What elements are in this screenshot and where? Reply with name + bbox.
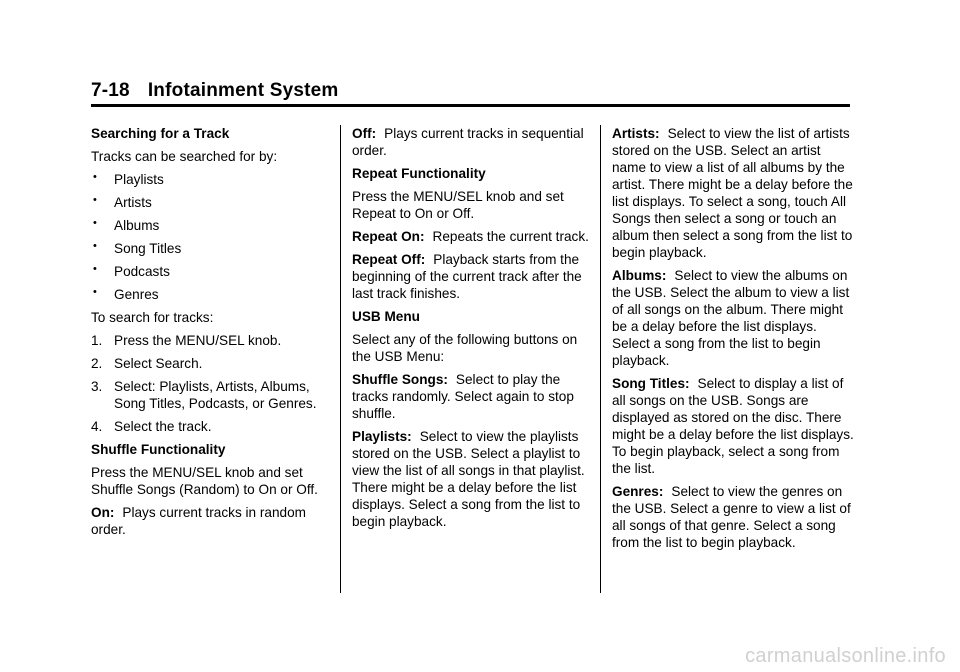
step-number: 1. (91, 333, 103, 348)
off-text: Plays current tracks in sequential order. (352, 126, 584, 158)
step-number: 3. (91, 379, 103, 394)
playlists-paragraph (352, 428, 592, 530)
off-paragraph (352, 125, 592, 159)
search-heading: Searching for a Track (91, 126, 230, 141)
playlists-text: Select to view the playlists stored on the USB. Select a playlist to view the list of all songs in that playlist. There might be a delay before the list displays. Select a song from the list to begin playback. (352, 429, 585, 529)
albums-paragraph (612, 267, 857, 369)
search-bullet-item (91, 194, 331, 211)
repeat-on-term: Repeat On: (352, 229, 425, 244)
repeat-on-paragraph (352, 228, 592, 245)
search-step (91, 355, 331, 372)
shuffle-heading: Shuffle Functionality (91, 442, 226, 457)
page-header (91, 80, 339, 102)
repeat-off-term: Repeat Off: (352, 252, 426, 267)
search-step (91, 332, 331, 349)
watermark: carmanualsonline.info (745, 645, 946, 667)
bullet-icon: • (93, 263, 97, 275)
bullet-text: Song Titles (114, 241, 182, 256)
search-bullet-list (91, 171, 331, 303)
artists-paragraph (612, 125, 857, 261)
playlists-term: Playlists: (352, 429, 412, 444)
bullet-text: Podcasts (114, 264, 170, 279)
search-bullet-item (91, 263, 331, 280)
repeat-on-text: Repeats the current track. (432, 229, 589, 244)
to-search-text: To search for tracks: (91, 310, 214, 325)
search-bullet-item (91, 217, 331, 234)
repeat-text: Press the MENU/SEL knob and set Repeat to On or Off. (352, 189, 564, 221)
search-bullet-item (91, 171, 331, 188)
header-rule (91, 104, 850, 107)
search-intro: Tracks can be searched for by: (91, 149, 278, 164)
off-term: Off: (352, 126, 377, 141)
section-title: Infotainment System (147, 80, 339, 101)
genres-paragraph (612, 483, 857, 551)
search-step (91, 418, 331, 435)
albums-text: Select to view the albums on the USB. Select the album to view a list of all songs on the album. There might be a delay before the list displays. Select a song from the list to begin playback. (612, 268, 850, 368)
usb-menu-text: Select any of the following buttons on the USB Menu: (352, 332, 578, 364)
column-3 (612, 125, 857, 557)
bullet-text: Artists (114, 195, 152, 210)
on-text: Plays current tracks in random order. (91, 505, 306, 537)
step-number: 2. (91, 356, 103, 371)
bullet-icon: • (93, 240, 97, 252)
genres-text: Select to view the genres on the USB. Select a genre to view a list of all songs of that genre. Select a song from the list to begin playback. (612, 484, 851, 550)
bullet-text: Genres (114, 287, 159, 302)
bullet-text: Albums (114, 218, 160, 233)
bullet-icon: • (93, 171, 97, 183)
on-paragraph (91, 504, 331, 538)
artists-text: Select to view the list of artists stored on the USB. Select an artist name to view a list of all albums by the artist. There might be a delay before the list displays. To select a song, touch All Songs then select a song or touch an album then select a song from the list to begin playback. (612, 126, 853, 260)
song-titles-text: Select to display a list of all songs on the USB. Songs are displayed as stored on the disc. There might be a delay before the list displays. To begin playback, select a song from the list. (612, 376, 854, 476)
search-bullet-item (91, 286, 331, 303)
albums-term: Albums: (612, 268, 667, 283)
search-step (91, 378, 331, 412)
search-bullet-item (91, 240, 331, 257)
repeat-off-paragraph (352, 251, 592, 302)
shuffle-songs-term: Shuffle Songs: (352, 372, 448, 387)
bullet-icon: • (93, 286, 97, 298)
search-steps (91, 332, 331, 435)
artists-term: Artists: (612, 126, 660, 141)
bullet-icon: • (93, 217, 97, 229)
step-text: Press the MENU/SEL knob. (114, 333, 282, 348)
column-divider (600, 125, 601, 593)
shuffle-songs-text: Select to play the tracks randomly. Select again to stop shuffle. (352, 372, 574, 421)
shuffle-songs-paragraph (352, 371, 592, 422)
usb-menu-heading: USB Menu (352, 309, 420, 324)
repeat-off-text: Playback starts from the beginning of the current track after the last track finishes. (352, 252, 582, 301)
bullet-text: Playlists (114, 172, 164, 187)
song-titles-paragraph (612, 375, 857, 477)
step-text: Select Search. (114, 356, 203, 371)
shuffle-text: Press the MENU/SEL knob and set Shuffle Songs (Random) to On or Off. (91, 465, 318, 497)
genres-term: Genres: (612, 484, 664, 499)
page-number: 7-18 (91, 80, 130, 101)
repeat-heading: Repeat Functionality (352, 166, 486, 181)
column-divider (340, 125, 341, 593)
step-text: Select the track. (114, 419, 212, 434)
on-term: On: (91, 505, 115, 520)
step-text: Select: Playlists, Artists, Albums, Song Titles, Podcasts, or Genres. (114, 379, 317, 411)
column-1 (91, 125, 331, 544)
song-titles-term: Song Titles: (612, 376, 690, 391)
step-number: 4. (91, 419, 103, 434)
column-2 (352, 125, 592, 536)
bullet-icon: • (93, 194, 97, 206)
